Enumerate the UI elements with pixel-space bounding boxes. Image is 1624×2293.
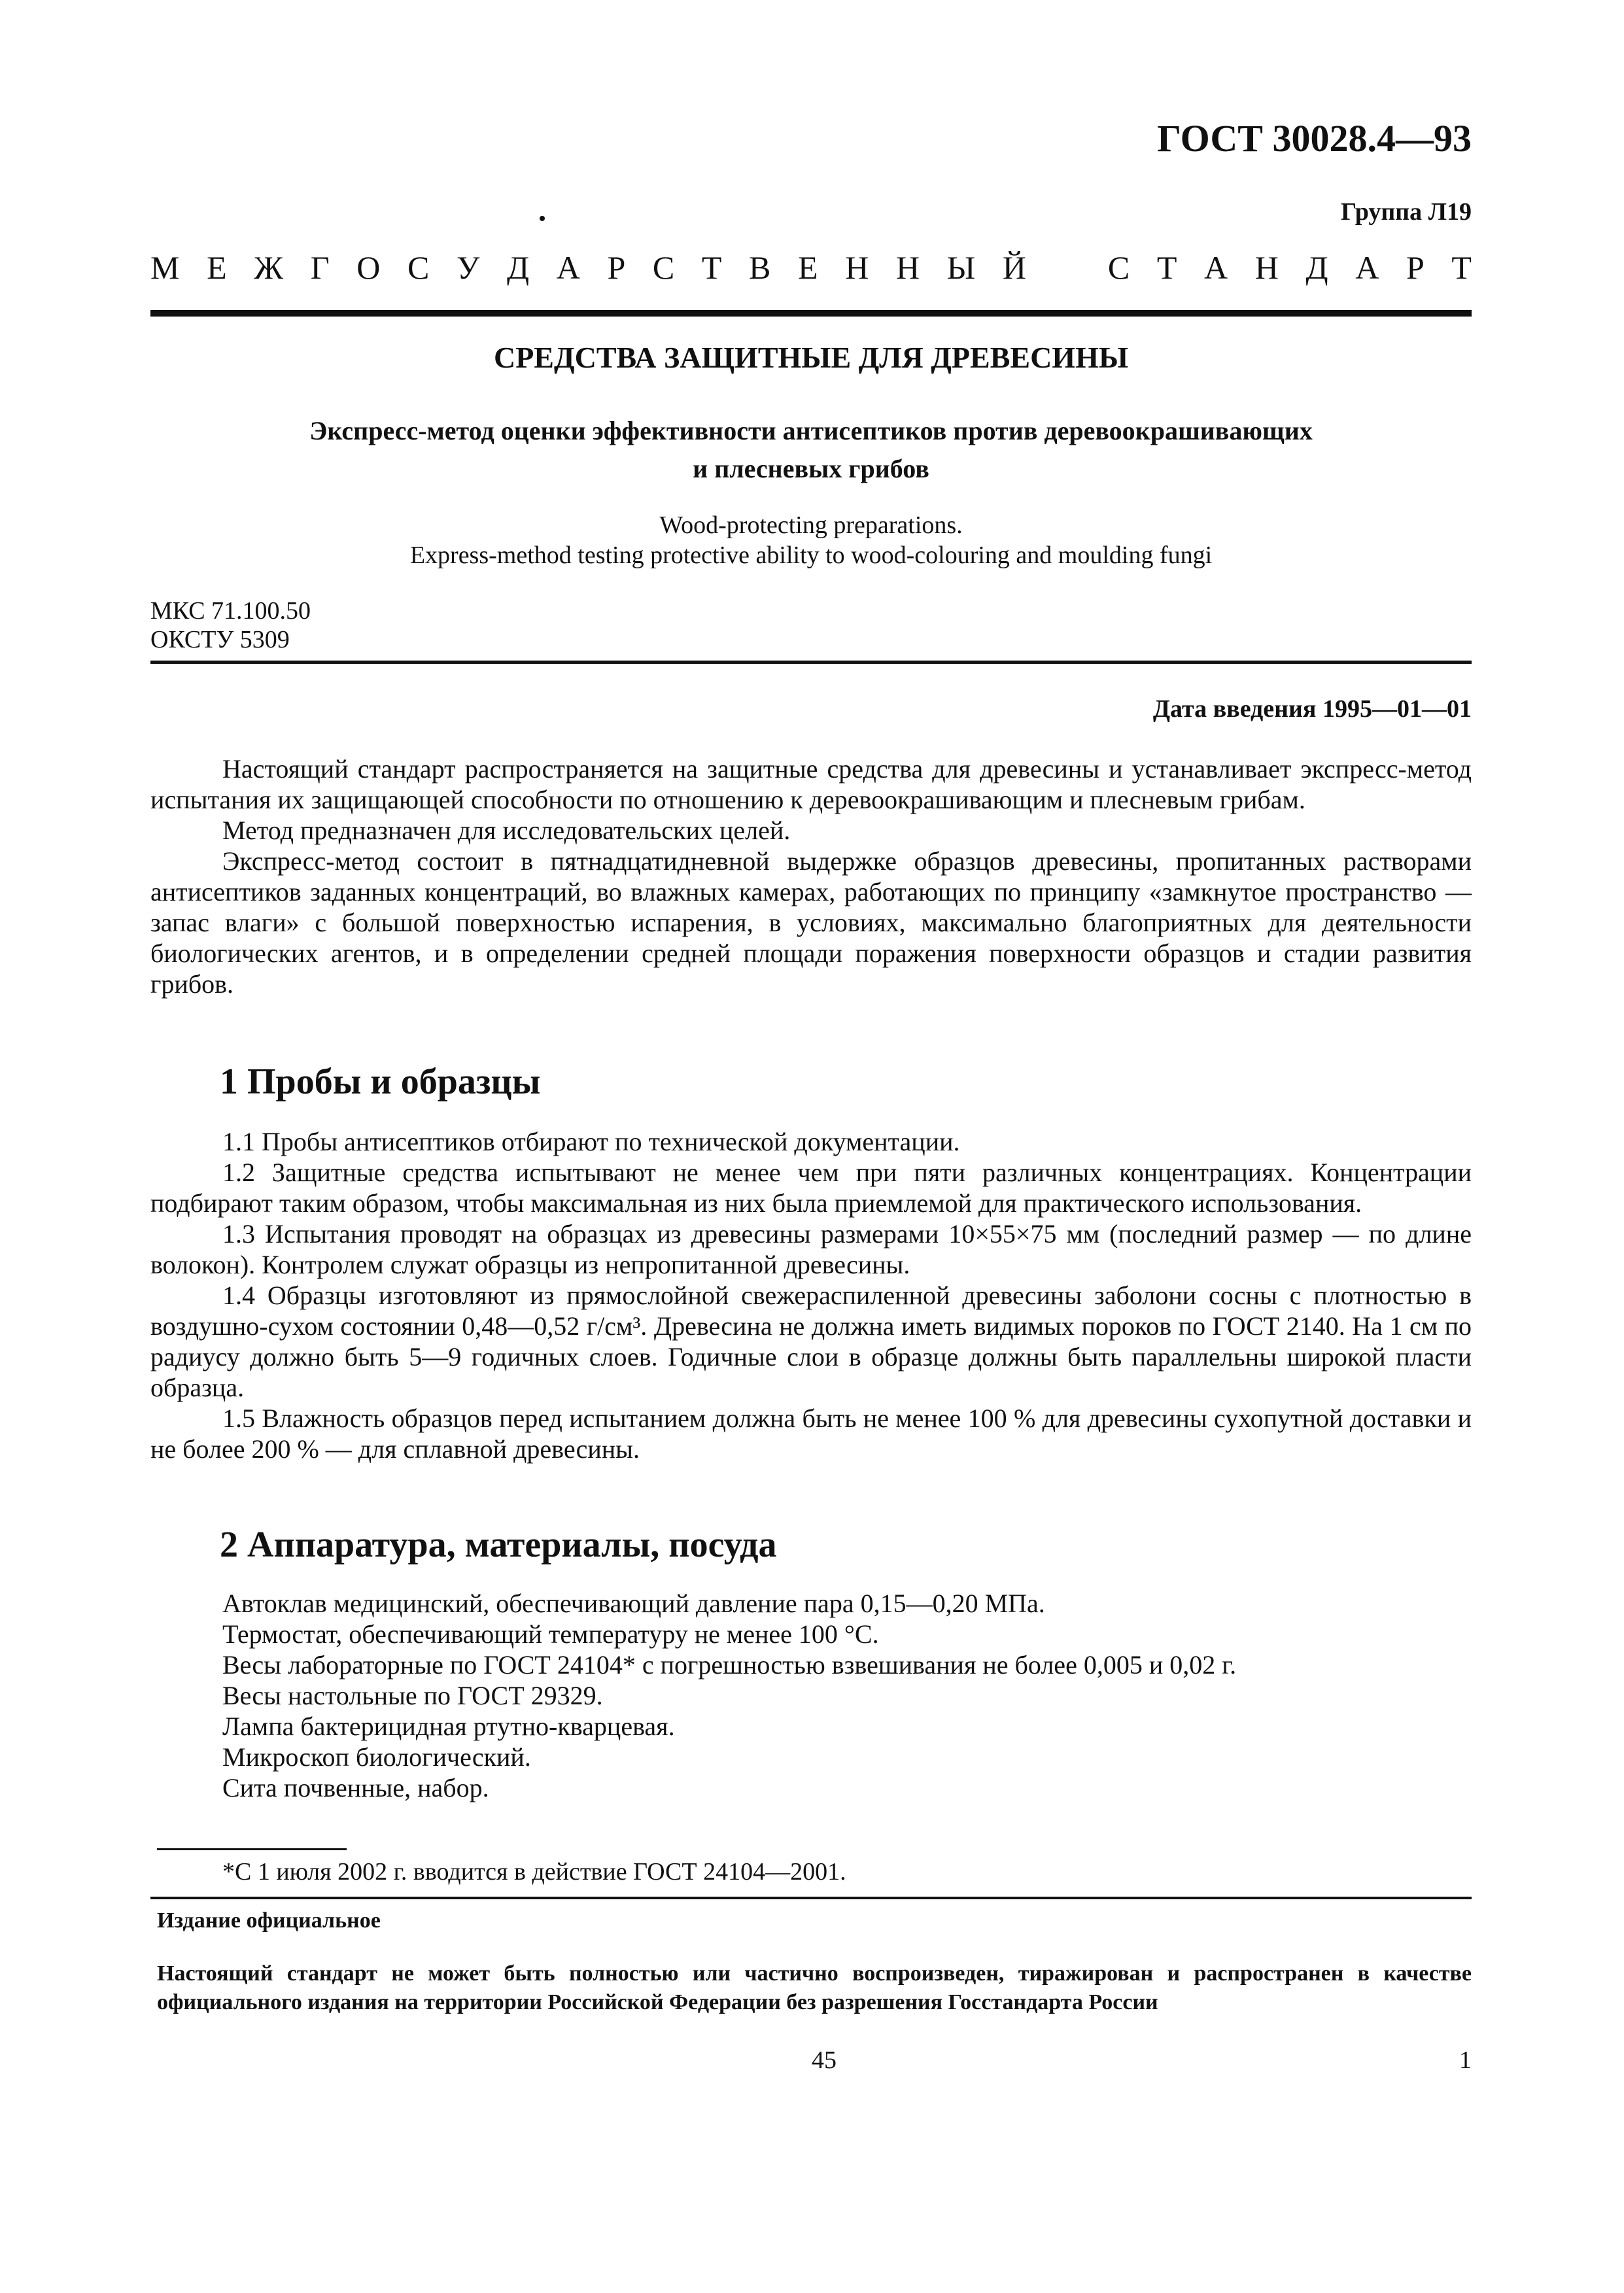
english-title-line: Wood-protecting preparations.: [659, 511, 963, 539]
clause: 1.2 Защитные средства испытывают не менее чем при пяти различных концентрациях. Концентрации подбирают таким образом, чтобы максимальная из них была приемлемой для практического использования.: [150, 1158, 1472, 1218]
classifier-codes: [150, 596, 543, 654]
copyright-notice: Настоящий стандарт не может быть полностью или частично воспроизведен, тиражирован и распространен в качестве официального издания на территории Российской Федерации без разрешения Госстандарта России: [157, 1961, 1472, 2014]
equipment-item: Автоклав медицинский, обеспечивающий давление пара 0,15—0,20 МПа.: [222, 1589, 1045, 1618]
subtitle-line: и плесневых грибов: [693, 454, 929, 483]
section-1-body: [150, 1126, 1472, 1464]
section-2-heading: 2 Аппаратура, материалы, посуда: [220, 1525, 777, 1565]
okstu-code: ОКСТУ 5309: [150, 626, 290, 653]
clause: 1.1 Пробы антисептиков отбирают по технической документации.: [222, 1127, 960, 1156]
standard-type-letter: Й: [1002, 249, 1027, 286]
equipment-item: Сита почвенные, набор.: [222, 1773, 489, 1802]
intro-paragraph: Метод предназначен для исследовательских целей.: [222, 816, 791, 845]
footnote: *С 1 июля 2002 г. вводится в действие ГОСТ 24104—2001.: [222, 1858, 846, 1886]
standard-type-letter: Е: [207, 249, 227, 286]
standard-type-letter: М: [150, 249, 180, 286]
standard-type-letter: Т: [701, 249, 722, 286]
header-rule: [150, 310, 1472, 317]
classifier-rule: [150, 661, 1472, 664]
standard-type-letter: Н: [1254, 249, 1279, 286]
standard-type-letter: В: [749, 249, 771, 286]
clause: 1.3 Испытания проводят на образцах из древесины размерами 10×55×75 мм (последний размер — по длине волокон). Контролем служат образцы из непропитанной древесины.: [150, 1219, 1472, 1279]
intro-paragraph: Настоящий стандарт распространяется на защитные средства для древесины и устанавливает экспресс-метод испытания их защищающей способности по отношению к деревоокрашивающим и плесневым грибам.: [150, 754, 1472, 814]
standard-type-letter: Ж: [254, 249, 284, 286]
standard-type-letter: С: [1107, 249, 1130, 286]
standard-type-letter: Н: [895, 249, 920, 286]
standard-type-letter: Г: [310, 249, 330, 286]
standard-type-letter: О: [356, 249, 381, 286]
standard-type-letter: Р: [1406, 249, 1425, 286]
standard-type-letter: С: [652, 249, 675, 286]
standard-type-letter: А: [1204, 249, 1228, 286]
document-code: ГОСТ 30028.4—93: [1157, 117, 1472, 160]
standard-type-letter: Т: [1451, 249, 1472, 286]
subtitle-line: Экспресс-метод оценки эффективности антисептиков против деревоокрашивающих: [309, 416, 1313, 445]
page-number: 45: [812, 2046, 837, 2074]
clause: 1.4 Образцы изготовляют из прямослойной свежераспиленной древесины заболони сосны с плотностью в воздушно-сухом состоянии 0,48—0,52 г/см³. Древесина не должна иметь видимых пороков по ГОСТ 2140. На 1 см по радиусу должно быть 5—9 годичных слоев. Годичные слои в образце должны быть параллельны широкой пласти образца.: [150, 1281, 1472, 1402]
mks-code: МКС 71.100.50: [150, 597, 311, 625]
introduction: [150, 753, 1472, 999]
footer-rule: [150, 1897, 1472, 1899]
group-label: Группа Л19: [1340, 198, 1472, 226]
standard-type-heading: [150, 249, 1472, 286]
standard-type-letter: А: [1355, 249, 1379, 286]
equipment-item: Весы лабораторные по ГОСТ 24104* с погрешностью взвешивания не более 0,005 и 0,02 г.: [222, 1650, 1237, 1680]
equipment-item: Микроскоп биологический.: [222, 1742, 531, 1772]
equipment-item: Лампа бактерицидная ртутно-кварцевая.: [222, 1712, 675, 1741]
equipment-item: Весы настольные по ГОСТ 29329.: [222, 1681, 603, 1710]
edition-label: Издание официальное: [157, 1908, 381, 1933]
english-title-line: Express-method testing protective ability to wood-colouring and moulding fungi: [409, 542, 1213, 569]
standard-type-letter: Н: [845, 249, 869, 286]
standard-type-letter: Ы: [946, 249, 976, 286]
section-2-body: [150, 1588, 1472, 1803]
standard-type-letter: Р: [607, 249, 626, 286]
sheet-number: 1: [1459, 2046, 1472, 2074]
section-1-heading: 1 Пробы и образцы: [220, 1061, 541, 1102]
standard-type-letter: А: [556, 249, 580, 286]
standard-type-letter: У: [456, 249, 480, 286]
standard-type-letter: Д: [506, 249, 530, 286]
scan-mark: [540, 216, 545, 221]
footnote-rule: [157, 1848, 347, 1850]
english-title: [281, 510, 1341, 570]
equipment-item: Термостат, обеспечивающий температуру не менее 100 °С.: [222, 1619, 879, 1649]
document-title: СРЕДСТВА ЗАЩИТНЫЕ ДЛЯ ДРЕВЕСИНЫ: [493, 341, 1129, 374]
introduction-date: Дата введения 1995—01—01: [1152, 695, 1472, 723]
document-subtitle: [216, 412, 1406, 488]
standard-type-letter: Т: [1156, 249, 1177, 286]
standard-type-letter: Е: [798, 249, 818, 286]
standard-type-letter: Д: [1305, 249, 1328, 286]
clause: 1.5 Влажность образцов перед испытанием должна быть не менее 100 % для древесины сухопутной доставки и не более 200 % — для сплавной древесины.: [150, 1404, 1472, 1464]
standard-type-letter: С: [407, 249, 430, 286]
intro-paragraph: Экспресс-метод состоит в пятнадцатидневной выдержке образцов древесины, пропитанных растворами антисептиков заданных концентраций, во влажных камерах, работающих по принципу «замкнутое пространство — запас влаги» с большой поверхностью испарения, в условиях, максимально благоприятных для деятельности биологических агентов, и в определении средней площади поражения поверхности образцов и стадии развития грибов.: [150, 846, 1472, 999]
